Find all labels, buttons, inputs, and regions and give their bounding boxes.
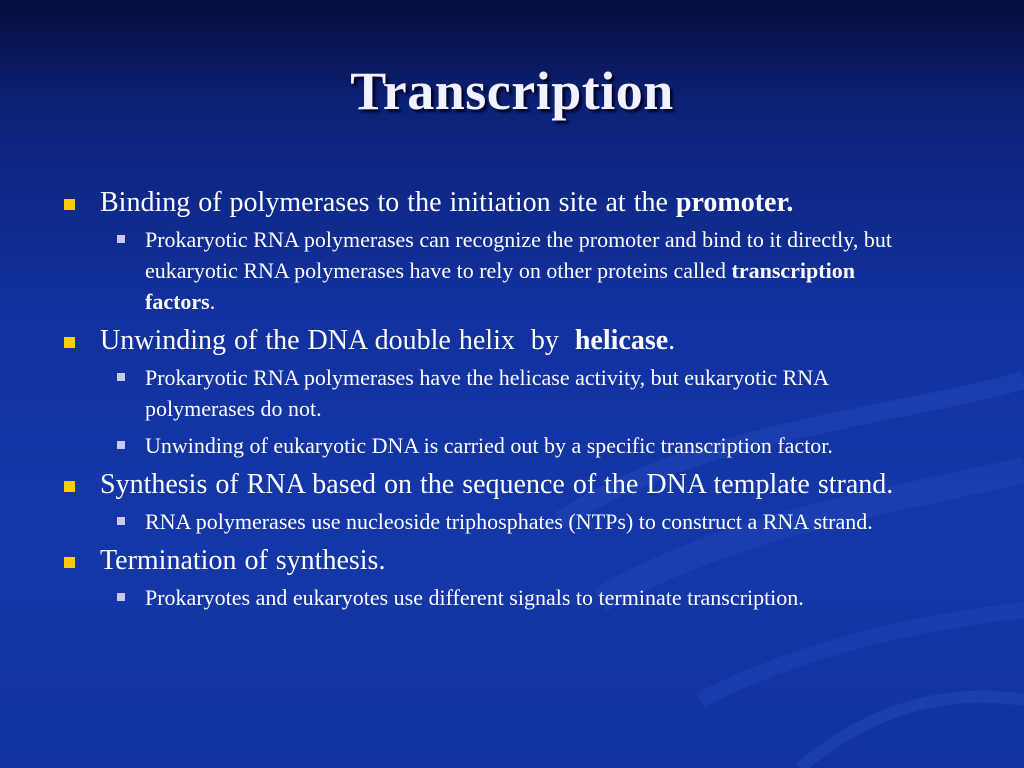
square-bullet-icon: [64, 481, 75, 492]
bullet-text: Synthesis of RNA based on the sequence of the DNA template strand.: [100, 469, 894, 500]
bullet-item-synthesis: [64, 467, 964, 502]
sub-bullet-item: [109, 224, 925, 317]
sub-bullet-end: .: [209, 289, 216, 314]
sub-bullet-item: [109, 362, 925, 424]
bullet-text: Binding of polymerases to the initiation site at the: [100, 187, 676, 218]
bullet-item-termination: [64, 543, 964, 578]
sub-bullet-bold-text: transcription factors: [145, 258, 855, 314]
bullet-list: [64, 185, 964, 619]
square-bullet-icon: [64, 557, 75, 568]
square-bullet-icon: [64, 337, 75, 348]
sub-bullet-text: Prokaryotic RNA polymerases can recognize the promoter and bind to it directly, but eukaryotic RNA polymerases have to rely on other proteins called: [145, 227, 892, 283]
sub-bullet-text: Unwinding of eukaryotic DNA is carried out by a specific transcription factor.: [145, 433, 833, 458]
bullet-text: Termination of synthesis.: [100, 545, 386, 576]
sub-bullet-item: [109, 582, 925, 613]
square-bullet-icon: [64, 199, 75, 210]
square-bullet-icon: [117, 517, 125, 525]
sub-bullet-item: [109, 506, 925, 537]
bullet-item-unwinding: [64, 323, 964, 358]
square-bullet-icon: [117, 373, 125, 381]
bullet-end: .: [668, 325, 676, 356]
sub-bullet-text: Prokaryotes and eukaryotes use different signals to terminate transcription.: [145, 585, 804, 610]
slide-title: Transcription: [350, 61, 674, 121]
square-bullet-icon: [117, 593, 125, 601]
bullet-bold-text: helicase: [574, 325, 669, 356]
square-bullet-icon: [117, 235, 125, 243]
bullet-item-binding: [64, 185, 964, 220]
bullet-text: Unwinding of the DNA double helix by: [100, 325, 575, 356]
bullet-bold-text: promoter.: [675, 187, 794, 218]
sub-bullet-text: RNA polymerases use nucleoside triphosphates (NTPs) to construct a RNA strand.: [145, 509, 873, 534]
square-bullet-icon: [117, 441, 125, 449]
sub-bullet-item: [109, 430, 925, 461]
sub-bullet-text: Prokaryotic RNA polymerases have the helicase activity, but eukaryotic RNA polymerases do not.: [145, 365, 828, 421]
